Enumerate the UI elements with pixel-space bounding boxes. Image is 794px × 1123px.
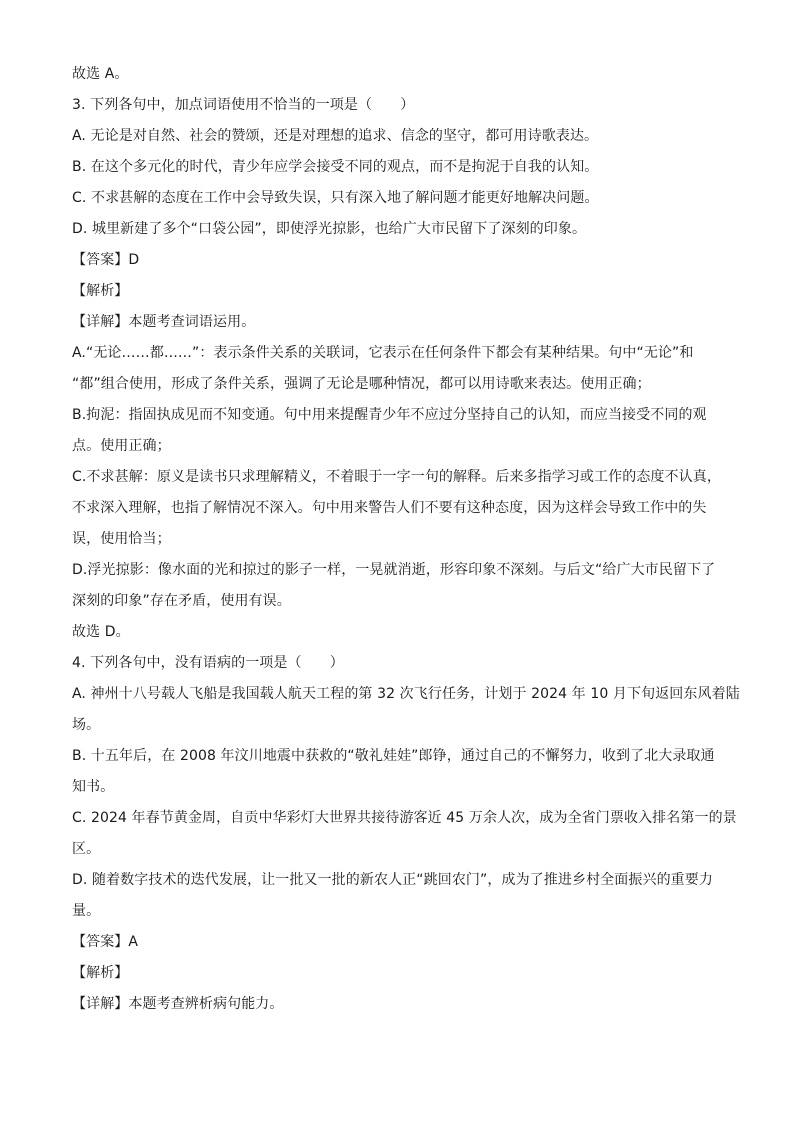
text-line: 不求深入理解，也指了解情况不深入。句中用来警告人们不要有这种态度，因为这样会导致工作中的失 xyxy=(72,500,707,516)
question-3-option-d: D. 城里新建了多个“口袋公园”，即使浮光掠影，也给广大市民留下了深刻的印象。 xyxy=(72,221,587,237)
text-line: D.浮光掠影：像水面的光和掠过的影子一样，一晃就消逝，形容印象不深刻。与后文“给广大市民留下了 xyxy=(72,562,716,578)
question-4-option-c: C. 2024 年春节黄金周，自贡中华彩灯大世界共接待游客近 45 万余人次，成为全省门票收入排名第一的景 xyxy=(72,810,737,826)
answer-label: 【答案】A xyxy=(72,934,139,950)
detail-label: 【详解】本题考查词语运用。 xyxy=(72,314,256,330)
text-line: 深刻的印象”存在矛盾，使用有误。 xyxy=(72,593,291,609)
text-line: 误，使用恰当； xyxy=(72,531,171,547)
answer-label: 【答案】D xyxy=(72,252,140,268)
text-line: 区。 xyxy=(72,841,101,857)
text-line: 故选 D。 xyxy=(72,624,130,640)
text-line: 知书。 xyxy=(72,779,115,795)
question-4-option-a: A. 神州十八号载人飞船是我国载人航天工程的第 32 次飞行任务，计划于 2024 年 10 月下旬返回东风着陆 xyxy=(72,686,740,702)
text-line: 点。使用正确； xyxy=(72,438,171,454)
question-3-option-b: B. 在这个多元化的时代，青少年应学会接受不同的观点，而不是拘泥于自我的认知。 xyxy=(72,159,599,175)
analysis-label: 【解析】 xyxy=(72,965,129,981)
analysis-label: 【解析】 xyxy=(72,283,129,299)
detail-label: 【详解】本题考查辨析病句能力。 xyxy=(72,996,284,1012)
document-page xyxy=(72,62,740,1023)
question-3-stem: 3. 下列各句中，加点词语使用不恰当的一项是（ ） xyxy=(72,97,415,113)
text-line: 量。 xyxy=(72,903,101,919)
text-line: B.拘泥：指固执成见而不知变通。句中用来提醒青少年不应过分坚持自己的认知，而应当接受不同的观 xyxy=(72,407,707,423)
text-line: C.不求甚解：原义是读书只求理解精义，不着眼于一字一句的解释。后来多指学习或工作的态度不认真， xyxy=(72,469,721,485)
text-line: 故选 A。 xyxy=(72,66,129,82)
question-3-option-a: A. 无论是对自然、社会的赞颂，还是对理想的追求、信念的坚守，都可用诗歌表达。 xyxy=(72,128,599,144)
text-line: “都”组合使用，形成了条件关系，强调了无论是哪种情况，都可以用诗歌来表达。使用正确； xyxy=(72,376,651,392)
question-3-option-c: C. 不求甚解的态度在工作中会导致失误，只有深入地了解问题才能更好地解决问题。 xyxy=(72,190,599,206)
question-4-option-d: D. 随着数字技术的迭代发展，让一批又一批的新农人正“跳回农门”，成为了推进乡村全面振兴的重要力 xyxy=(72,872,713,888)
text-line: A.“无论……都……”：表示条件关系的关联词，它表示在任何条件下都会有某种结果。句中“无论”和 xyxy=(72,345,694,361)
question-4-option-b: B. 十五年后，在 2008 年汶川地震中获救的“敬礼娃娃”郎铮，通过自己的不懈努力，收到了北大录取通 xyxy=(72,748,715,764)
question-4-stem: 4. 下列各句中，没有语病的一项是（ ） xyxy=(72,655,344,671)
text-line: 场。 xyxy=(72,717,101,733)
